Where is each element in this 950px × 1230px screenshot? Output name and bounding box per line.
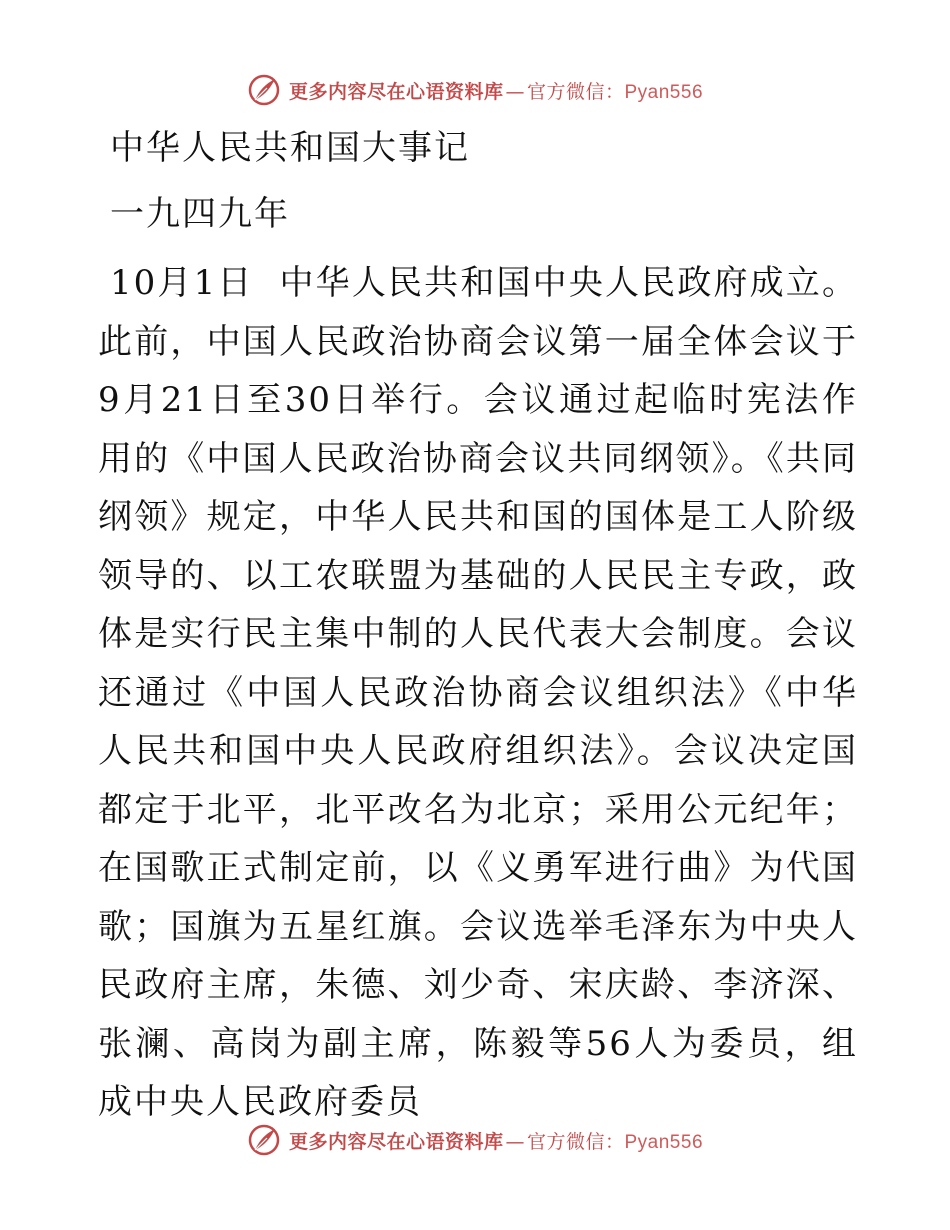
watermark-id: Pyan556 [624,1131,704,1153]
watermark-dash: — [505,1130,525,1153]
document-body [98,120,858,1132]
watermark-dash: — [505,80,525,103]
paragraph-text: 中华人民共和国中央人民政府成立。此前，中国人民政治协商会议第一届全体会议于9月21日至30日举行。会议通过起临时宪法作用的《中国人民政治协商会议共同纲领》。《共同纲领》规定，中华人民共和国的国体是工人阶级领导的、以工农联盟为基础的人民民主专政，政体是实行民主集中制的人民代表大会制度。会议还通过《中国人民政治协商会议组织法》《中华人民共和国中央人民政府组织法》。会议决定国都定于北平，北平改名为北京；采用公元纪年；在国歌正式制定前，以《义勇军进行曲》为代国歌；国旗为五星红旗。会议选举毛泽东为中央人民政府主席，朱德、刘少奇、宋庆龄、李济深、张澜、高岗为副主席，陈毅等56人为委员，组成中央人民政府委员 [98,263,858,1122]
header-watermark [0,70,950,110]
watermark-main: 更多内容尽在心语资料库 [288,80,504,103]
feather-quill-icon [247,1123,281,1157]
paragraph-date: 10月1日 [110,263,254,303]
feather-quill-icon [247,73,281,107]
watermark-main: 更多内容尽在心语资料库 [288,1130,504,1153]
watermark-sub: 官方微信： [526,80,625,103]
watermark-text [289,1127,703,1154]
watermark-id: Pyan556 [624,81,704,103]
section-year: 一九四九年 [110,194,290,234]
paragraph-oct-1 [98,254,858,1132]
watermark-text [289,77,703,104]
document-title: 中华人民共和国大事记 [110,128,470,168]
footer-watermark [0,1120,950,1160]
watermark-sub: 官方微信： [526,1130,625,1153]
